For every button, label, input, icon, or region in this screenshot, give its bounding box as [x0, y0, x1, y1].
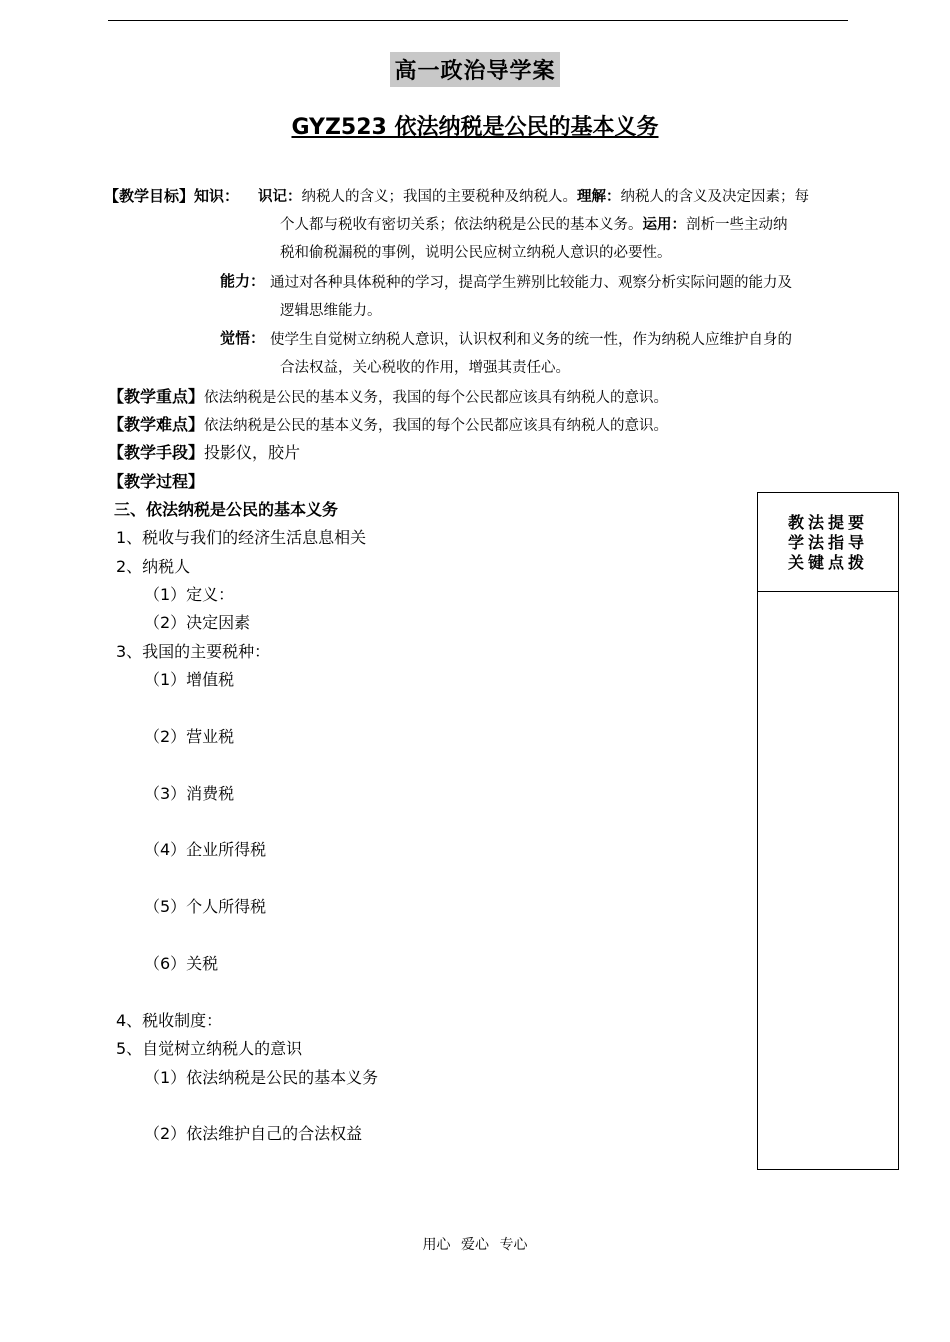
teaching-process-label: 【教学过程】	[108, 472, 205, 491]
outline-item: （2）依法维护自己的合法权益	[144, 1124, 363, 1143]
awareness-line-2: 合法权益，关心税收的作用，增强其责任心。	[280, 360, 570, 376]
outline-item: （4）企业所得税	[144, 840, 267, 859]
sidebox-label: 教法提要 学法指导 关键点拨	[787, 513, 868, 572]
objectives-label: 【教学目标】知识：	[104, 187, 240, 205]
outline-item: 3、我国的主要税种：	[116, 642, 271, 661]
outline-item: （6）关税	[144, 954, 219, 973]
key-point: 【教学重点】依法纳税是公民的基本义务，我国的每个公民都应该具有纳税人的意识。	[108, 387, 669, 406]
knowledge-line-1: 识记：纳税人的含义；我国的主要税种及纳税人。理解：纳税人的含义及决定因素；每	[258, 189, 809, 205]
guidance-sidebox	[757, 492, 899, 1170]
lesson-subtitle: GYZ523 依法纳税是公民的基本义务	[291, 115, 659, 140]
outline-item: （1）定义：	[144, 585, 235, 604]
page-title-text: 高一政治导学案	[390, 52, 559, 87]
ability-label: 能力：	[220, 272, 266, 290]
outline-item: 2、纳税人	[116, 557, 191, 576]
ability-line-1: 通过对各种具体税种的学习，提高学生辨别比较能力、观察分析实际问题的能力及	[270, 275, 792, 291]
outline-item: 5、自觉树立纳税人的意识	[116, 1039, 303, 1058]
awareness-label: 觉悟：	[220, 329, 266, 347]
page-title	[0, 52, 950, 87]
sidebox-divider	[758, 591, 898, 592]
outline-section-title: 三、依法纳税是公民的基本义务	[114, 500, 339, 519]
awareness-line-1: 使学生自觉树立纳税人意识，认识权利和义务的统一性，作为纳税人应维护自身的	[270, 332, 792, 348]
outline-item: （2）营业税	[144, 727, 235, 746]
outline-item: 4、税收制度：	[116, 1011, 223, 1030]
difficulty: 【教学难点】依法纳税是公民的基本义务，我国的每个公民都应该具有纳税人的意识。	[108, 415, 669, 434]
knowledge-line-3: 税和偷税漏税的事例，说明公民应树立纳税人意识的必要性。	[280, 245, 672, 261]
knowledge-line-2: 个人都与税收有密切关系；依法纳税是公民的基本义务。运用：剖析一些主动纳	[280, 217, 788, 233]
outline-item: 1、税收与我们的经济生活息息相关	[116, 528, 367, 547]
top-rule	[108, 20, 848, 21]
outline-item: （3）消费税	[144, 784, 235, 803]
outline-item: （1）依法纳税是公民的基本义务	[144, 1068, 379, 1087]
page-footer: 用心 爱心 专心	[422, 1237, 528, 1253]
teaching-means: 【教学手段】投影仪，胶片	[108, 443, 301, 462]
outline-item: （5）个人所得税	[144, 897, 267, 916]
outline-item: （1）增值税	[144, 670, 235, 689]
ability-line-2: 逻辑思维能力。	[280, 303, 382, 319]
outline-item: （2）决定因素	[144, 613, 251, 632]
